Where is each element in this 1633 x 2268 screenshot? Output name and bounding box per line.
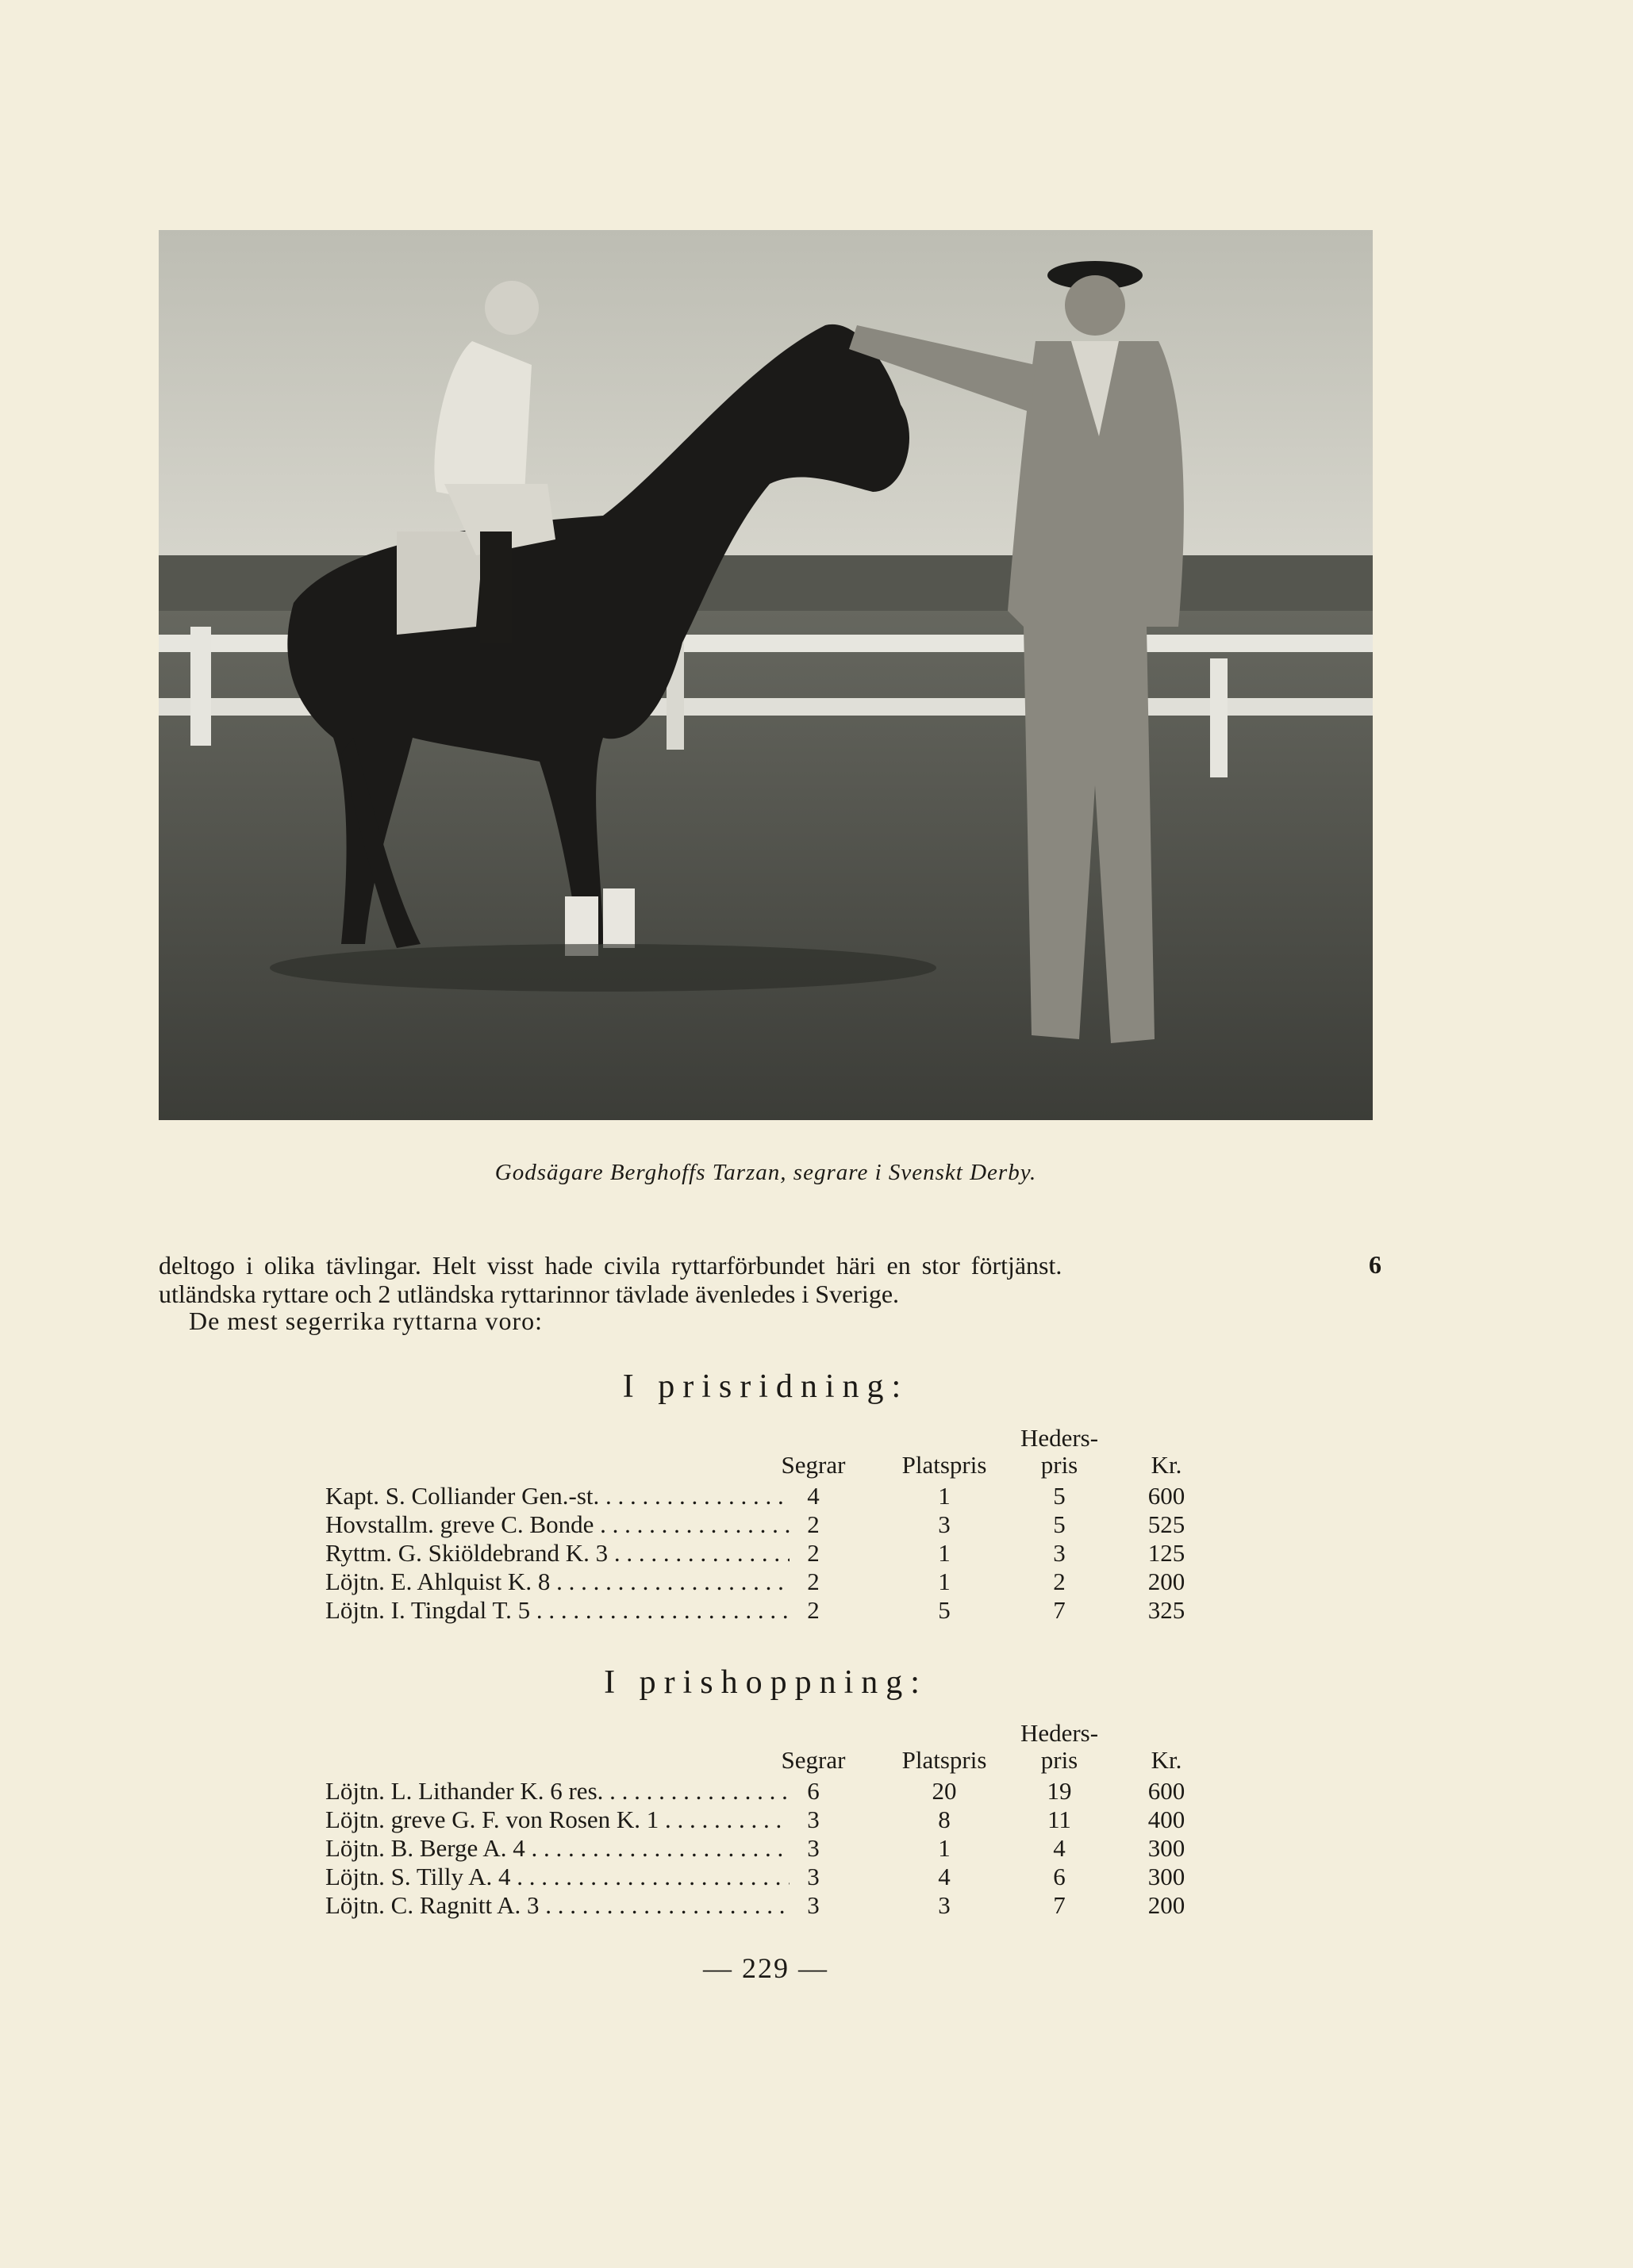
rider-name: Löjtn. greve G. F. von Rosen K. 1 . . . bbox=[325, 1806, 790, 1834]
table-row bbox=[325, 1596, 1238, 1625]
segrar-value: 6 bbox=[807, 1777, 820, 1805]
platspris-value: 1 bbox=[938, 1834, 951, 1862]
segrar-value: 2 bbox=[807, 1539, 820, 1567]
header-kr: Kr. bbox=[1151, 1746, 1182, 1774]
kr-value: 400 bbox=[1147, 1806, 1185, 1833]
header-platspris: Platspris bbox=[901, 1746, 987, 1774]
photo-caption: Godsägare Berghoffs Tarzan, segrare i Svenskt Derby. bbox=[494, 1160, 1037, 1185]
kr-value: 200 bbox=[1147, 1891, 1185, 1919]
header-segrar: Segrar bbox=[781, 1451, 846, 1479]
segrar-value: 3 bbox=[807, 1806, 820, 1833]
segrar-value: 3 bbox=[807, 1834, 820, 1862]
header-hederspris-line1: Heders- bbox=[1020, 1719, 1099, 1747]
segrar-value: 4 bbox=[807, 1482, 820, 1510]
header-segrar: Segrar bbox=[781, 1746, 846, 1774]
hederspris-value: 19 bbox=[1047, 1777, 1072, 1805]
hederspris-value: 3 bbox=[1053, 1539, 1066, 1567]
segrar-value: 3 bbox=[807, 1863, 820, 1890]
header-hederspris-line2: pris bbox=[1040, 1451, 1078, 1479]
kr-value: 125 bbox=[1147, 1539, 1185, 1567]
platspris-value: 1 bbox=[938, 1568, 951, 1595]
header-kr: Kr. bbox=[1151, 1451, 1182, 1479]
kr-value: 300 bbox=[1147, 1834, 1185, 1862]
platspris-value: 3 bbox=[938, 1891, 951, 1919]
results-table-prishoppning bbox=[325, 1720, 1238, 1920]
paragraph-line-3: De mest segerrika ryttarna voro: bbox=[189, 1307, 544, 1335]
rider-name: Löjtn. L. Lithander K. 6 res. . . . bbox=[325, 1777, 790, 1806]
segrar-value: 2 bbox=[807, 1596, 820, 1624]
rider-name: Ryttm. G. Skiöldebrand K. 3 . . . bbox=[325, 1539, 790, 1568]
rider-name: Kapt. S. Colliander Gen.-st. . . . bbox=[325, 1482, 790, 1510]
segrar-value: 2 bbox=[807, 1568, 820, 1595]
kr-value: 600 bbox=[1147, 1777, 1185, 1805]
hederspris-value: 4 bbox=[1053, 1834, 1066, 1862]
table-row bbox=[325, 1834, 1238, 1863]
table-header bbox=[325, 1720, 1238, 1777]
table-row bbox=[325, 1539, 1238, 1568]
segrar-value: 3 bbox=[807, 1891, 820, 1919]
table-row bbox=[325, 1863, 1238, 1891]
platspris-value: 5 bbox=[938, 1596, 951, 1624]
table-row bbox=[325, 1510, 1238, 1539]
hederspris-value: 6 bbox=[1053, 1863, 1066, 1890]
table-row bbox=[325, 1777, 1238, 1806]
rider-name: Löjtn. I. Tingdal T. 5 . . . bbox=[325, 1596, 790, 1625]
hederspris-value: 2 bbox=[1053, 1568, 1066, 1595]
rider-name: Löjtn. S. Tilly A. 4 . . . bbox=[325, 1863, 790, 1891]
table-row bbox=[325, 1891, 1238, 1920]
table-row bbox=[325, 1806, 1238, 1834]
hederspris-value: 11 bbox=[1047, 1806, 1071, 1833]
paragraph-line-2: utländska ryttare och 2 utländska ryttarinnor tävlade ävenledes i Sverige. bbox=[159, 1280, 900, 1308]
header-hederspris bbox=[1008, 1425, 1111, 1479]
table-row bbox=[325, 1482, 1238, 1510]
hederspris-value: 7 bbox=[1053, 1891, 1066, 1919]
kr-value: 325 bbox=[1147, 1596, 1185, 1624]
section-title-prishoppning: I prishoppning: bbox=[604, 1664, 928, 1701]
header-hederspris bbox=[1008, 1720, 1111, 1774]
paragraph-line-1: deltogo i olika tävlingar. Helt visst hade civila ryttarförbundet häri en stor förtjänst. bbox=[159, 1251, 1062, 1280]
platspris-value: 8 bbox=[938, 1806, 951, 1833]
platspris-value: 3 bbox=[938, 1510, 951, 1538]
segrar-value: 2 bbox=[807, 1510, 820, 1538]
paragraph-line-1-end: 6 bbox=[1369, 1250, 1381, 1279]
kr-value: 600 bbox=[1147, 1482, 1185, 1510]
rider-name: Löjtn. B. Berge A. 4 . . . bbox=[325, 1834, 790, 1863]
kr-value: 200 bbox=[1147, 1568, 1185, 1595]
platspris-value: 20 bbox=[932, 1777, 957, 1805]
header-hederspris-line2: pris bbox=[1040, 1746, 1078, 1774]
platspris-value: 4 bbox=[938, 1863, 951, 1890]
kr-value: 525 bbox=[1147, 1510, 1185, 1538]
rider-name: Hovstallm. greve C. Bonde . . . bbox=[325, 1510, 790, 1539]
rider-name: Löjtn. C. Ragnitt A. 3 . . . bbox=[325, 1891, 790, 1920]
platspris-value: 1 bbox=[938, 1539, 951, 1567]
section-title-prisridning: I prisridning: bbox=[622, 1368, 909, 1405]
horse-photograph bbox=[159, 230, 1373, 1120]
header-platspris: Platspris bbox=[901, 1451, 987, 1479]
table-header bbox=[325, 1425, 1238, 1482]
hederspris-value: 5 bbox=[1053, 1510, 1066, 1538]
rider-name: Löjtn. E. Ahlquist K. 8 . . . bbox=[325, 1568, 790, 1596]
results-table-prisridning bbox=[325, 1425, 1238, 1625]
kr-value: 300 bbox=[1147, 1863, 1185, 1890]
hederspris-value: 7 bbox=[1053, 1596, 1066, 1624]
table-row bbox=[325, 1568, 1238, 1596]
header-hederspris-line1: Heders- bbox=[1020, 1424, 1099, 1452]
platspris-value: 1 bbox=[938, 1482, 951, 1510]
page-number: — 229 — bbox=[703, 1952, 828, 1984]
hederspris-value: 5 bbox=[1053, 1482, 1066, 1510]
